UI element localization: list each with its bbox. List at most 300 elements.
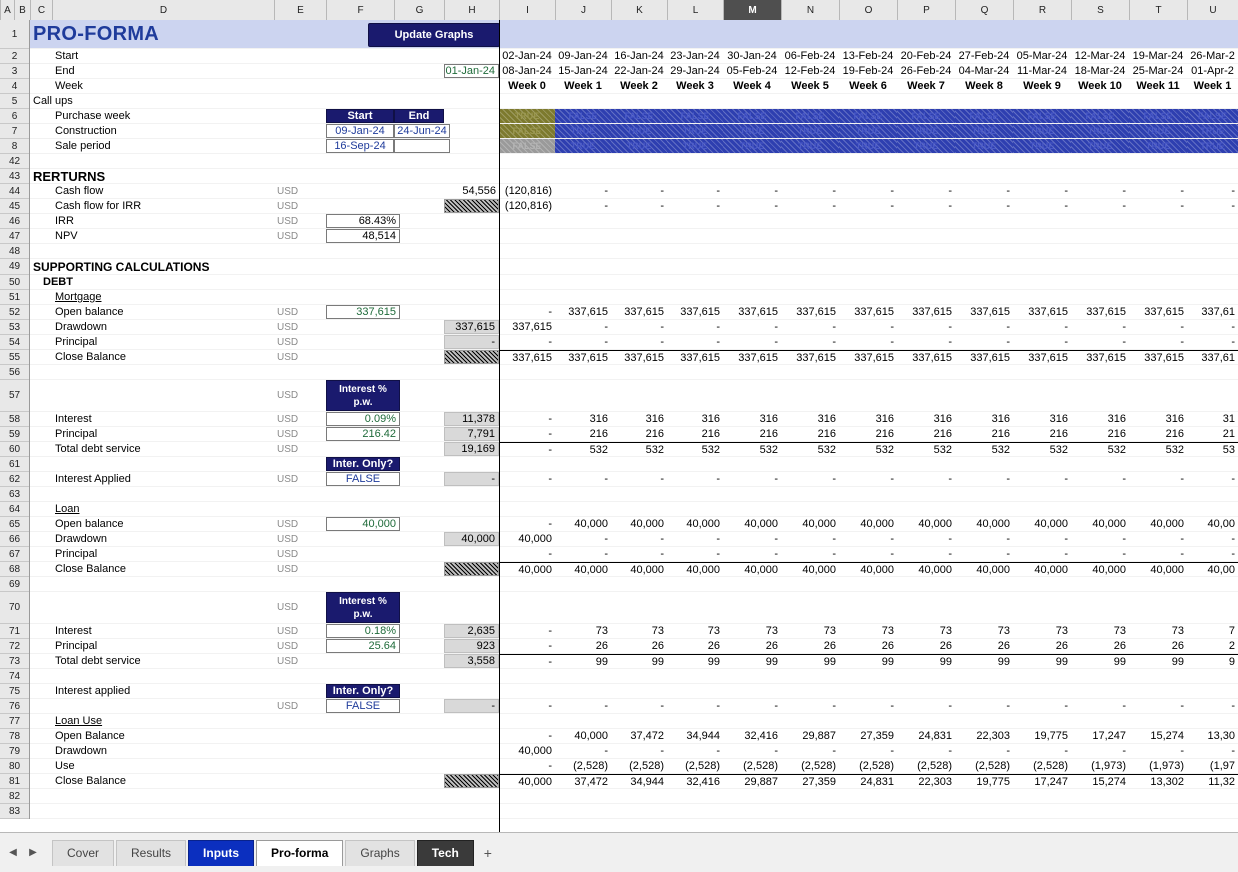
grid-row-3 <box>30 64 1238 79</box>
column-header-row <box>0 0 1238 20</box>
row-header-83[interactable]: 83 <box>0 804 29 819</box>
cash-flow-value: - <box>1180 185 1184 197</box>
loan-interest-label: Interest <box>55 625 92 637</box>
mortgage-drawdown-value: - <box>1122 321 1126 333</box>
unit: USD <box>277 390 299 401</box>
purchase-flag: FALSE <box>1013 109 1071 123</box>
loan-open-balance-input[interactable]: 40,000 <box>326 517 400 531</box>
mortgage-principal-pmt-value: - <box>548 428 552 440</box>
loan-principal-value: - <box>660 548 664 560</box>
loan-use-drawdown-value: - <box>948 745 952 757</box>
loan-drawdown-value: - <box>1231 533 1235 545</box>
date-start: 27-Feb-24 <box>958 50 1010 62</box>
grid-row-8 <box>30 139 1238 154</box>
row-header-6[interactable]: 6 <box>0 109 29 124</box>
row-header-69[interactable]: 69 <box>0 577 29 592</box>
mortgage-close-balance-label: Close Balance <box>55 351 126 363</box>
grid-row-79 <box>30 744 1238 759</box>
loan-use-drawdown-value: - <box>660 745 664 757</box>
loan-interest-value: 73 <box>595 625 608 637</box>
cash-flow-irr-value: - <box>890 200 894 212</box>
loan-use-open-balance-value: 40,000 <box>574 730 608 742</box>
loan-drawdown-value: - <box>1180 533 1184 545</box>
row-header-55[interactable]: 55 <box>0 350 29 365</box>
column-header-s[interactable]: S <box>1072 0 1130 20</box>
sale-flag: TRUE <box>1187 139 1238 153</box>
purchase-flag: FALSE <box>667 109 723 123</box>
mortgage-total-debt-service-label: Total debt service <box>55 443 141 455</box>
sheet-tab-tech[interactable]: Tech <box>417 840 474 866</box>
loan-principal-value: - <box>948 548 952 560</box>
grid-row-53 <box>30 320 1238 335</box>
mortgage-interest-only-header: Inter. Only? <box>326 457 400 471</box>
date-start: 26-Mar-2 <box>1190 50 1235 62</box>
cash-flow-irr-value: - <box>948 200 952 212</box>
row-header-54[interactable]: 54 <box>0 335 29 350</box>
mortgage-close-balance-value: 337,615 <box>499 350 555 364</box>
unit: USD <box>277 625 299 637</box>
column-header-j[interactable]: J <box>556 0 612 20</box>
row-header-46[interactable]: 46 <box>0 214 29 229</box>
column-header-m[interactable]: M <box>724 0 782 20</box>
mortgage-open-balance-value: 337,615 <box>1144 306 1184 318</box>
unit: USD <box>277 700 299 712</box>
loan-use-open-balance-value: 15,274 <box>1150 730 1184 742</box>
column-header-f[interactable]: F <box>327 0 395 20</box>
purchase-flag: TRUE <box>499 109 555 123</box>
column-header-a[interactable]: A <box>1 0 15 20</box>
mortgage-interest-rate-input[interactable]: 0.09% <box>326 412 400 426</box>
row-header-74[interactable]: 74 <box>0 669 29 684</box>
loan-use-drawdown-value: - <box>1006 745 1010 757</box>
row-header-72[interactable]: 72 <box>0 639 29 654</box>
row-header-76[interactable]: 76 <box>0 699 29 714</box>
cash-flow-irr-value: - <box>774 200 778 212</box>
loan-use-drawdown-value: 40,000 <box>518 745 552 757</box>
loan-principal-value: - <box>1006 548 1010 560</box>
mortgage-total-debt-service-value: 532 <box>781 442 839 456</box>
grid-row-51 <box>30 290 1238 305</box>
mortgage-close-balance-value: 337,615 <box>897 350 955 364</box>
callups-col-start: Start <box>326 109 394 123</box>
row-header-81[interactable]: 81 <box>0 774 29 789</box>
row-header-58[interactable]: 58 <box>0 412 29 427</box>
row-header-44[interactable]: 44 <box>0 184 29 199</box>
sheet-tab-cover[interactable]: Cover <box>52 840 114 866</box>
loan-drawdown-value: 40,000 <box>518 533 552 545</box>
grid-row-68 <box>30 562 1238 577</box>
sale-end-input[interactable] <box>394 139 450 153</box>
mortgage-principal-value: - <box>832 336 836 348</box>
mortgage-total-debt-service-value: 532 <box>955 442 1013 456</box>
unit: USD <box>277 185 299 197</box>
row-header-51[interactable]: 51 <box>0 290 29 305</box>
update-graphs-button[interactable]: Update Graphs <box>368 23 500 47</box>
grid-row-71 <box>30 624 1238 639</box>
cash-flow-irr-value: - <box>832 200 836 212</box>
mortgage-drawdown-total: 337,615 <box>444 320 499 334</box>
irr-value: 68.43% <box>326 214 400 228</box>
column-header-c[interactable]: C <box>31 0 53 20</box>
loan-open-balance-value: 40,000 <box>1150 518 1184 530</box>
mortgage-interest-value: 316 <box>759 413 778 425</box>
loan-principal-value: - <box>548 548 552 560</box>
column-header-o[interactable]: O <box>840 0 898 20</box>
mortgage-interest-value: 316 <box>589 413 608 425</box>
mortgage-close-balance-value: 337,615 <box>839 350 897 364</box>
column-header-n[interactable]: N <box>782 0 840 20</box>
unit: USD <box>277 428 299 440</box>
purchase-flag: FALSE <box>955 109 1013 123</box>
week-label: Week 9 <box>1023 80 1061 92</box>
mortgage-principal-pmt-value: 216 <box>933 428 952 440</box>
loan-close-balance-value: 40,000 <box>955 562 1013 576</box>
mortgage-drawdown-value: - <box>604 321 608 333</box>
purchase-flag: FALSE <box>723 109 781 123</box>
sheet-nav-arrows[interactable] <box>4 844 42 862</box>
mortgage-interest-value: 316 <box>991 413 1010 425</box>
row-header-47[interactable]: 47 <box>0 229 29 244</box>
row-header-78[interactable]: 78 <box>0 729 29 744</box>
column-header-b[interactable]: B <box>15 0 31 20</box>
grid-row-46 <box>30 214 1238 229</box>
mortgage-principal-pmt-value: 216 <box>1049 428 1068 440</box>
row-header-73[interactable]: 73 <box>0 654 29 669</box>
row-header-column <box>0 20 30 819</box>
loan-principal-label: Principal <box>55 548 98 560</box>
loan-drawdown-value: - <box>832 533 836 545</box>
grid-row-74 <box>30 669 1238 684</box>
purchase-flag: FALSE <box>1071 109 1129 123</box>
mortgage-drawdown-label: Drawdown <box>55 321 107 333</box>
mortgage-principal-value: - <box>890 336 894 348</box>
mortgage-interest-value: 316 <box>1165 413 1184 425</box>
mortgage-principal-value: - <box>948 336 952 348</box>
cash-flow-value: - <box>948 185 952 197</box>
mortgage-interest-applied-value: - <box>604 473 608 485</box>
row-header-3[interactable]: 3 <box>0 64 29 79</box>
loan-total-debt-service-value: 99 <box>611 654 667 668</box>
loan-use-drawdown-label: Drawdown <box>55 745 107 757</box>
end-date-input[interactable]: 01-Jan-24 <box>444 64 499 78</box>
row-header-48[interactable]: 48 <box>0 244 29 259</box>
row-header-70[interactable]: 70 <box>0 592 29 624</box>
add-sheet-button[interactable]: + <box>483 844 492 861</box>
row-header-4[interactable]: 4 <box>0 79 29 94</box>
loan-open-balance-value: 40,00 <box>1207 518 1235 530</box>
loan-drawdown-value: - <box>1006 533 1010 545</box>
construction-end-input[interactable]: 24-Jun-24 <box>394 124 450 138</box>
date-end: 08-Jan-24 <box>502 65 552 77</box>
cash-flow-irr-value: - <box>1006 200 1010 212</box>
irr-label: IRR <box>55 215 74 227</box>
loan-interest-rate-input[interactable]: 0.18% <box>326 624 400 638</box>
mortgage-principal-value: - <box>660 336 664 348</box>
unit: USD <box>277 443 299 455</box>
loan-use-drawdown-value: - <box>1064 745 1068 757</box>
mortgage-interest-value: 316 <box>817 413 836 425</box>
column-header-i[interactable]: I <box>500 0 556 20</box>
grid-row-64 <box>30 502 1238 517</box>
loan-interest-applied-value: - <box>1231 700 1235 712</box>
row-header-82[interactable]: 82 <box>0 789 29 804</box>
loan-use-open-balance-value: 27,359 <box>860 730 894 742</box>
sheet-tab-pro-forma[interactable]: Pro-forma <box>256 840 343 866</box>
loan-principal-value: - <box>1122 548 1126 560</box>
row-header-56[interactable]: 56 <box>0 365 29 380</box>
loan-open-balance-value: 40,000 <box>1034 518 1068 530</box>
loan-use-open-balance-value: 34,944 <box>686 730 720 742</box>
grid-row-54 <box>30 335 1238 350</box>
loan-use-close-balance-label: Close Balance <box>55 775 126 787</box>
loan-interest-value: 73 <box>1055 625 1068 637</box>
loan-use-close-balance-value: 15,274 <box>1071 774 1129 788</box>
loan-interest-only-value[interactable]: FALSE <box>326 699 400 713</box>
mortgage-principal-pmt-value: 21 <box>1222 428 1235 440</box>
loan-interest-applied-value: - <box>1180 700 1184 712</box>
sale-start-input[interactable]: 16-Sep-24 <box>326 139 394 153</box>
cash-flow-irr-value: - <box>1180 200 1184 212</box>
loan-total-debt-service-value: - <box>499 654 555 668</box>
loan-drawdown-value: - <box>1122 533 1126 545</box>
mortgage-interest-applied-value: - <box>1006 473 1010 485</box>
row-header-79[interactable]: 79 <box>0 744 29 759</box>
loan-interest-total: 2,635 <box>444 624 499 638</box>
mortgage-principal-value: - <box>774 336 778 348</box>
sheet-tab-results[interactable]: Results <box>116 840 186 866</box>
column-header-d[interactable]: D <box>53 0 275 20</box>
row-header-53[interactable]: 53 <box>0 320 29 335</box>
row-header-59[interactable]: 59 <box>0 427 29 442</box>
row-header-60[interactable]: 60 <box>0 442 29 457</box>
mortgage-interest-applied-value: - <box>660 473 664 485</box>
loan-principal-pmt-value: 26 <box>1055 640 1068 652</box>
row-header-57[interactable]: 57 <box>0 380 29 412</box>
week-label: Week 7 <box>907 80 945 92</box>
select-all-corner[interactable] <box>0 0 1 20</box>
callups-row-label: Construction <box>55 125 117 137</box>
loan-interest-only-header: Inter. Only? <box>326 684 400 698</box>
week-label: Week 0 <box>508 80 546 92</box>
mortgage-rate-header-line-1: Interest % <box>339 383 387 395</box>
prev-sheet-icon[interactable]: ◀ <box>9 847 17 858</box>
column-header-g[interactable]: G <box>395 0 445 20</box>
column-header-u[interactable]: U <box>1188 0 1238 20</box>
loan-use-value: (2,528) <box>975 760 1010 772</box>
hatched-cell <box>444 774 499 788</box>
row-header-64[interactable]: 64 <box>0 502 29 517</box>
loan-interest-applied-value: - <box>1122 700 1126 712</box>
loan-principal-rate-input[interactable]: 25.64 <box>326 639 400 653</box>
date-end: 18-Mar-24 <box>1074 65 1126 77</box>
grid-row-42 <box>30 154 1238 169</box>
loan-interest-value: 73 <box>939 625 952 637</box>
row-header-66[interactable]: 66 <box>0 532 29 547</box>
mortgage-principal-pmt-value: 216 <box>817 428 836 440</box>
row-header-77[interactable]: 77 <box>0 714 29 729</box>
mortgage-interest-only-value[interactable]: FALSE <box>326 472 400 486</box>
loan-interest-applied-value: - <box>890 700 894 712</box>
construction-flag: TRUE <box>897 124 955 138</box>
mortgage-open-balance-input[interactable]: 337,615 <box>326 305 400 319</box>
grid-row-81 <box>30 774 1238 789</box>
cash-flow-irr-value: - <box>1231 200 1235 212</box>
construction-flag: TRUE <box>611 124 667 138</box>
sheet-tab-bar <box>0 832 1238 872</box>
mortgage-interest-value: 316 <box>701 413 720 425</box>
loan-total-debt-service-value: 99 <box>955 654 1013 668</box>
mortgage-principal-value: - <box>716 336 720 348</box>
mortgage-principal-label: Principal <box>55 336 98 348</box>
loan-use-drawdown-value: - <box>1122 745 1126 757</box>
row-header-43[interactable]: 43 <box>0 169 29 184</box>
row-header-49[interactable]: 49 <box>0 259 29 275</box>
loan-use-open-balance-value: 22,303 <box>976 730 1010 742</box>
unit: USD <box>277 215 299 227</box>
row-header-71[interactable]: 71 <box>0 624 29 639</box>
column-header-q[interactable]: Q <box>956 0 1014 20</box>
mortgage-drawdown-value: 337,615 <box>512 321 552 333</box>
row-header-5[interactable]: 5 <box>0 94 29 109</box>
mortgage-total-debt-service-value: 532 <box>897 442 955 456</box>
row-header-61[interactable]: 61 <box>0 457 29 472</box>
row-header-65[interactable]: 65 <box>0 517 29 532</box>
loan-use-close-balance-value: 24,831 <box>839 774 897 788</box>
date-end: 04-Mar-24 <box>958 65 1010 77</box>
row-header-2[interactable]: 2 <box>0 49 29 64</box>
row-header-8[interactable]: 8 <box>0 139 29 154</box>
mortgage-close-balance-value: 337,615 <box>1071 350 1129 364</box>
mortgage-principal-value: - <box>1006 336 1010 348</box>
loan-open-balance-value: 40,000 <box>802 518 836 530</box>
loan-principal-pmt-value: 26 <box>595 640 608 652</box>
mortgage-principal-pmt-value: 216 <box>645 428 664 440</box>
row-header-67[interactable]: 67 <box>0 547 29 562</box>
loan-interest-applied-value: - <box>716 700 720 712</box>
construction-flag: TRUE <box>1071 124 1129 138</box>
loan-use-heading: Loan Use <box>55 715 103 727</box>
loan-interest-applied-value: - <box>660 700 664 712</box>
column-header-e[interactable]: E <box>275 0 327 20</box>
row-header-68[interactable]: 68 <box>0 562 29 577</box>
loan-interest-value: 73 <box>651 625 664 637</box>
sheet-tab-inputs[interactable]: Inputs <box>188 840 254 866</box>
column-header-r[interactable]: R <box>1014 0 1072 20</box>
mortgage-close-balance-value: 337,615 <box>781 350 839 364</box>
cash-flow-value: - <box>890 185 894 197</box>
week-label: Week 8 <box>965 80 1003 92</box>
construction-flag: TRUE <box>555 124 611 138</box>
row-header-50[interactable]: 50 <box>0 275 29 290</box>
loan-use-value: (2,528) <box>685 760 720 772</box>
sale-flag: FALSE <box>499 139 555 153</box>
mortgage-open-balance-label: Open balance <box>55 306 124 318</box>
mortgage-drawdown-value: - <box>890 321 894 333</box>
row-header-7[interactable]: 7 <box>0 124 29 139</box>
row-header-75[interactable]: 75 <box>0 684 29 699</box>
mortgage-total-debt-service-value: - <box>499 442 555 456</box>
loan-use-value: (2,528) <box>917 760 952 772</box>
week-label: Week 10 <box>1078 80 1122 92</box>
loan-close-balance-label: Close Balance <box>55 563 126 575</box>
cash-flow-value: - <box>660 185 664 197</box>
row-header-45[interactable]: 45 <box>0 199 29 214</box>
loan-use-close-balance-value: 34,944 <box>611 774 667 788</box>
mortgage-drawdown-value: - <box>832 321 836 333</box>
column-header-h[interactable]: H <box>445 0 500 20</box>
unit: USD <box>277 306 299 318</box>
column-header-p[interactable]: P <box>898 0 956 20</box>
construction-start-input[interactable]: 09-Jan-24 <box>326 124 394 138</box>
loan-principal-pmt-value: - <box>548 640 552 652</box>
column-header-k[interactable]: K <box>612 0 668 20</box>
date-start: 20-Feb-24 <box>900 50 952 62</box>
row-header-62[interactable]: 62 <box>0 472 29 487</box>
grid-row-83 <box>30 804 1238 819</box>
loan-use-value: (2,528) <box>801 760 836 772</box>
sale-flag: TRUE <box>611 139 667 153</box>
loan-close-balance-value: 40,000 <box>1013 562 1071 576</box>
mortgage-principal-rate-input[interactable]: 216.42 <box>326 427 400 441</box>
loan-total-debt-service-total: 3,558 <box>444 654 499 668</box>
grid-row-6 <box>30 109 1238 124</box>
row-header-42[interactable]: 42 <box>0 154 29 169</box>
unit: USD <box>277 655 299 667</box>
column-header-t[interactable]: T <box>1130 0 1188 20</box>
column-header-l[interactable]: L <box>668 0 724 20</box>
grid-body <box>30 20 1238 832</box>
unit: USD <box>277 336 299 348</box>
date-end: 15-Jan-24 <box>558 65 608 77</box>
next-sheet-icon[interactable]: ▶ <box>29 847 37 858</box>
grid-row-77 <box>30 714 1238 729</box>
sheet-tab-graphs[interactable]: Graphs <box>345 840 414 866</box>
loan-close-balance-value: 40,000 <box>611 562 667 576</box>
purchase-flag: FALSE <box>1129 109 1187 123</box>
debt-heading: DEBT <box>43 276 73 288</box>
loan-close-balance-value: 40,000 <box>781 562 839 576</box>
grid-row-70 <box>30 592 1238 624</box>
row-header-80[interactable]: 80 <box>0 759 29 774</box>
loan-total-debt-service-value: 9 <box>1187 654 1238 668</box>
loan-use-drawdown-value: - <box>890 745 894 757</box>
mortgage-interest-value: 316 <box>875 413 894 425</box>
loan-use-close-balance-value: 32,416 <box>667 774 723 788</box>
loan-principal-pmt-value: 26 <box>651 640 664 652</box>
mortgage-interest-applied-value: - <box>1180 473 1184 485</box>
loan-total-debt-service-value: 99 <box>667 654 723 668</box>
sale-flag: TRUE <box>781 139 839 153</box>
grid-row-61 <box>30 457 1238 472</box>
loan-total-debt-service-value: 99 <box>781 654 839 668</box>
loan-open-balance-value: 40,000 <box>630 518 664 530</box>
mortgage-drawdown-value: - <box>948 321 952 333</box>
cash-flow-irr-value: - <box>1064 200 1068 212</box>
mortgage-rate-header <box>326 380 400 411</box>
construction-flag: TRUE <box>667 124 723 138</box>
loan-principal-value: - <box>832 548 836 560</box>
row-header-63[interactable]: 63 <box>0 487 29 502</box>
mortgage-interest-value: 31 <box>1222 413 1235 425</box>
mortgage-total-debt-service-value: 532 <box>555 442 611 456</box>
mortgage-open-balance-value: 337,615 <box>796 306 836 318</box>
cash-flow-value: - <box>604 185 608 197</box>
row-header-1[interactable]: 1 <box>0 20 29 49</box>
row-header-52[interactable]: 52 <box>0 305 29 320</box>
loan-heading: Loan <box>55 503 80 515</box>
callups-row-label: Purchase week <box>55 110 131 122</box>
mortgage-interest-applied-value: - <box>1064 473 1068 485</box>
